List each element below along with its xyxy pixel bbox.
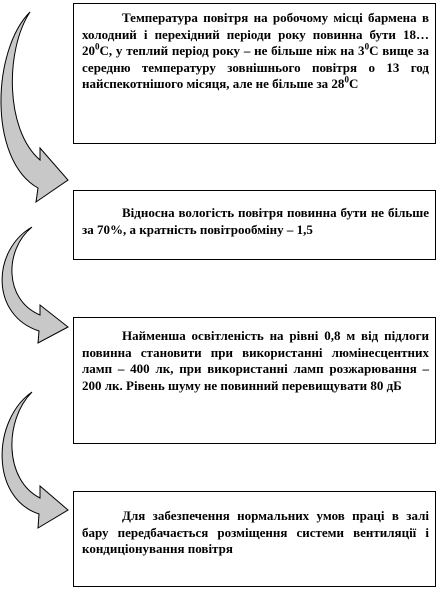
requirement-text — [82, 10, 429, 93]
degree-superscript: 0 — [344, 74, 349, 85]
text-segment: С вище за середню температуру зовнішнього повітря о 13 год найспекотнішого місяця, але не більше за 28 — [82, 43, 430, 91]
requirement-box-ventilation — [73, 491, 436, 587]
requirement-text — [82, 508, 429, 558]
curved-arrow-icon-3 — [0, 390, 75, 530]
degree-superscript: 0 — [95, 41, 100, 52]
requirement-box-temperature — [73, 3, 436, 144]
text-segment: Найменша освітленість на рівні 0,8 м від підлоги повинна становити при використанні люмінесцентних ламп – 400 лк, при використанні ламп розжарювання – 200 лк. Рівень шуму не повинний перевищувати 80 дБ — [82, 328, 429, 393]
curved-arrow-icon-2 — [0, 225, 75, 345]
requirement-text — [82, 328, 429, 394]
requirement-box-lighting-noise — [73, 317, 436, 444]
requirement-text — [82, 205, 429, 238]
text-segment: С — [348, 76, 359, 91]
text-segment: Температура повітря на робочому місці бармена в холодний і перехідний періоди року повинна бути 18…20 — [82, 10, 429, 58]
curved-arrow-icon-1 — [0, 10, 75, 205]
text-segment: С, у теплий період року – не більше ніж на 3 — [99, 43, 365, 58]
text-segment: Для забезпечення нормальних умов праці в залі бару передбачається розміщення системи вентиляції і кондиціонування повітря — [82, 508, 429, 556]
degree-superscript: 0 — [364, 41, 370, 52]
requirement-box-humidity — [73, 190, 436, 260]
text-segment: Відносна вологість повітря повинна бути не більше за 70%, а кратність повітрообміну – 1,5 — [82, 205, 429, 237]
